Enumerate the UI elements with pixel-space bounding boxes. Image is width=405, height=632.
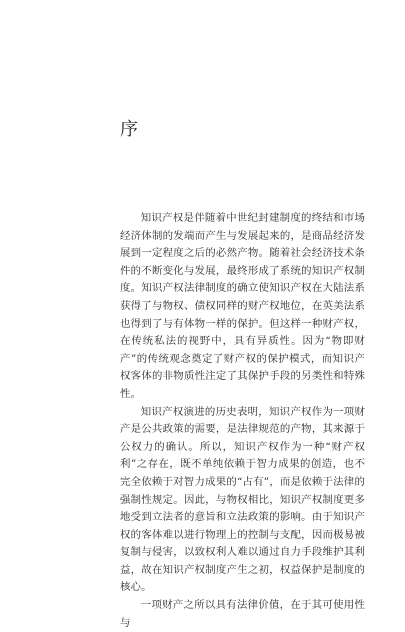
body-text <box>120 210 365 632</box>
paragraph-1: 知识产权是伴随着中世纪封建制度的终结和市场经济体制的发端而产生与发展起来的，是商品经济发展到一定程度之后的必然产物。随着社会经济技术条件的不断变化与发展，最终形成了系统的知识产权制度。知识产权法律制度的确立使知识产权在大陆法系获得了与物权、债权同样的财产权地位，在英美法系也得到了与有体物一样的保护。但这样一种财产权，在传统私法的视野中，具有异质性。因为“物即财产”的传统观念奠定了财产权的保护模式，而知识产权客体的非物质性注定了其保护手段的另类性和特殊性。 <box>120 212 365 400</box>
chapter-title: 序 <box>120 119 138 140</box>
paragraph-3: 一项财产之所以具有法律价值，在于其可使用性与 <box>120 599 365 629</box>
paragraph-2: 知识产权演进的历史表明，知识产权作为一项财产是公共政策的需要，是法律规范的产物，其来源于公权力的确认。所以，知识产权作为一种“财产权利”之存在，既不单纯依赖于智力成果的创造，也不完全依赖于对智力成果的“占有”，而是依赖于法律的强制性规定。因此，与物权相比，知识产权制度更多地受到立法者的意旨和立法政策的影响。由于知识产权的客体难以进行物理上的控制与支配，因而极易被复制与侵害，以致权利人难以通过自力手段维护其利益，故在知识产权制度产生之初，权益保护是制度的核心。 <box>120 405 365 594</box>
